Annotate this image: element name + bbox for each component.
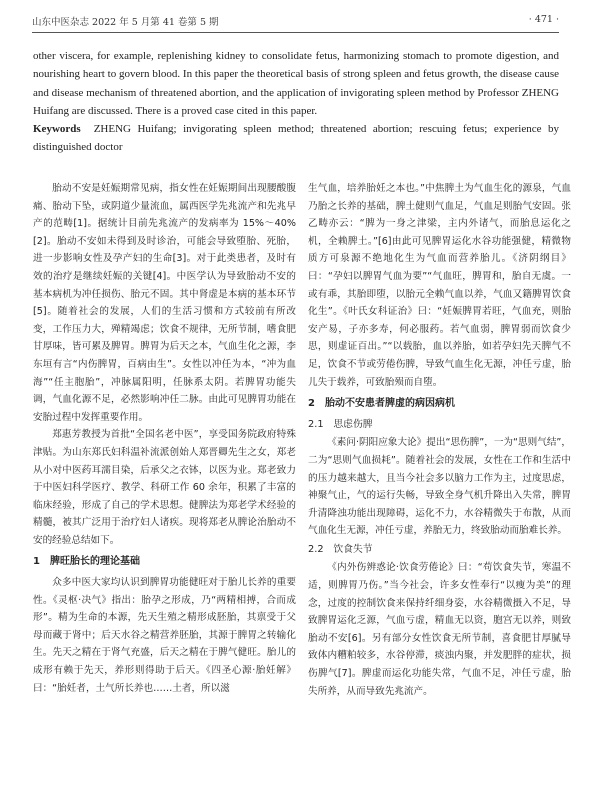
right-column — [308, 180, 571, 700]
intro-paragraph: 胎动不安是妊娠期常见病，指女性在妊娠期间出现腰酸腹痛、胎动下坠，或阴道少量流血，属西医学先兆流产和先兆早产的范畴[1]。据统计目前先兆流产的发病率为 15%～40%[2]。胎动不安如未得到及时诊治，可能会导致堕胎、死胎，进一步影响女性及孕产妇的生命[3]。对于此类患者，及时有效的治疗是继续妊娠的关键[4]。中医学认为导致胎动不安的基本病机为冲任损伤、胎元不固。其中肾虚是本病的基本环节[5]。随着社会的发展，人们的生活习惯和方式较前有所改变，工作压力大，殚精竭虑；饮食不规律，无所节制，嗜食肥甘厚味，皆可累及脾胃。脾胃为后天之本，气血生化之源，李东垣有言“内伤脾胃，百病由生”。女性以冲任为本，“冲为血海”“任主胞胎”，冲脉属阳明，任脉系太阴。若脾胃功能失调，气血化源不足，必然影响冲任二脉。由此可见脾胃功能在安胎过程中发挥重要作用。 — [33, 183, 296, 423]
page-header — [32, 14, 559, 30]
english-abstract — [33, 47, 559, 157]
subsection-2-1-heading: 2.1 思虑伤脾 — [308, 418, 373, 430]
section-1-heading: 1 脾旺胎长的理论基础 — [33, 556, 140, 568]
section-1-paragraph: 众多中医大家均认识到脾胃功能健旺对于胎儿长养的重要性。《灵枢·决气》指出：胎孕之形成，乃“两精相搏，合而成形”。精为生命的本源，先天生殖之精形成胚胎，其禀受于父母而藏于肾中；后天水谷之精营养胚胎，其源于脾胃之转输化生。先天之精在于肾气充盛，后天之精在于脾气健旺。胎儿的成形有赖于先天，养形则得助于后天。《四圣心源·胎妊解》曰：“胎妊者，土气所长养也……土者，所以滋 — [33, 577, 296, 694]
professor-intro-paragraph: 郑惠芳教授为首批“全国名老中医”，享受国务院政府特殊津贴。为山东郑氏妇科温补流派创始人郑晋卿先生之女，郑老从小对中医药耳濡目染，后承父之衣钵，以医为业。郑老致力于中医妇科学医疗、教学、科研工作 60 余年，积累了丰富的临床经验，形成了自己的学术思想。健脾法为郑老学术经验的精髓，被其广泛用于治疗妇人诸疾。现将郑老从脾论治胎动不安的经验总结如下。 — [33, 429, 296, 546]
left-column — [33, 180, 296, 697]
section-2-heading: 2 胎动不安患者脾虚的病因病机 — [308, 398, 455, 410]
subsection-2-2-heading: 2.2 饮食失节 — [308, 543, 373, 555]
journal-name: 山东中医杂志 2022 年 5 月第 41 卷第 5 期 — [32, 17, 219, 28]
section-1-continuation: 生气血，培养胎妊之本也。”中焦脾土为气血生化的源泉，气血乃胎之长养的基础，脾土健则气血足，气血足则胎气安固。张乙畴亦云：“脾为一身之津梁，主内外诸气，而胎息运化之机，全赖脾土。”[6]由此可见脾胃运化水谷功能强健，精微物质方可泉源不绝地化生为气血而营养胎儿。《济阴纲目》曰：“孕妇以脾胃气血为要”“气血旺，脾胃和，胎自无虞。一或有乖，其胎即堕，以胎元全赖气血以养，气血又籍脾胃饮食化生”。《叶氏女科证治》曰：“妊娠脾胃若旺，气血充，则胎安产易，子亦多寿，何必服药。若气血弱，脾胃弱而饮食少思，则虚证百出。”“以载胎，血以养胎，如若孕妇先天脾气不足，饮食不节或劳倦伤脾，导致气血生化无源，冲任亏虚，胎儿失于载养，可致胎殒而自堕。 — [308, 183, 571, 388]
page-number: · 471 · — [528, 14, 559, 25]
subsection-2-1-paragraph: 《素问·阴阳应象大论》提出“思伤脾”，一为“思则气结”，二为“思则气血损耗”。随着社会的发展，女性在工作和生活中的压力越来越大，且当今社会多以脑力工作为主，过度思虑，神聚气止，气的运行失畅，导致全身气机升降出入失常，脾胃升清降浊功能出现障碍，运化不力，水谷精微失于布散，从而气血化生无源，冲任亏虚，养胎无力，终致胎动而胎难长养。 — [308, 437, 571, 537]
abstract-text: other viscera, for example, replenishing kidney to consolidate fetus, harmonizing stomach to promote digestion, and nourishing heart to govern blood. In this paper the theoretical basis of strong spleen and fetus growth, the disease cause and disease mechanism of threatened abortion, and the application of invigorating spleen method by Professor ZHENG Huifang are discussed. There is a proved case cited in this paper. — [33, 50, 559, 117]
keywords-label: Keywords — [33, 123, 81, 136]
keywords-text: ZHENG Huifang; invigorating spleen method; threatened abortion; rescuing fetus; experience by distinguished doctor — [33, 123, 559, 154]
header-rule — [32, 32, 559, 33]
subsection-2-2-paragraph: 《内外伤辨惑论·饮食劳倦论》曰：“苟饮食失节，寒温不适，则脾胃乃伤。”当今社会，许多女性奉行“以瘦为美”的理念，过度的控制饮食来保持纤细身姿，水谷精微摄入不足，导致脾胃运化乏源，气血亏虚，精血无以资，胞宫无以养，则致胎动不安[6]。另有部分女性饮食无所节制，喜食肥甘厚腻导致体内糟粕较多，水谷停滞，痰浊内聚，并发肥胖的症状，损伤脾气[7]。脾虚而运化功能失常，气血不足，冲任亏虚，胎失所养，从而导致先兆流产。 — [308, 562, 571, 697]
